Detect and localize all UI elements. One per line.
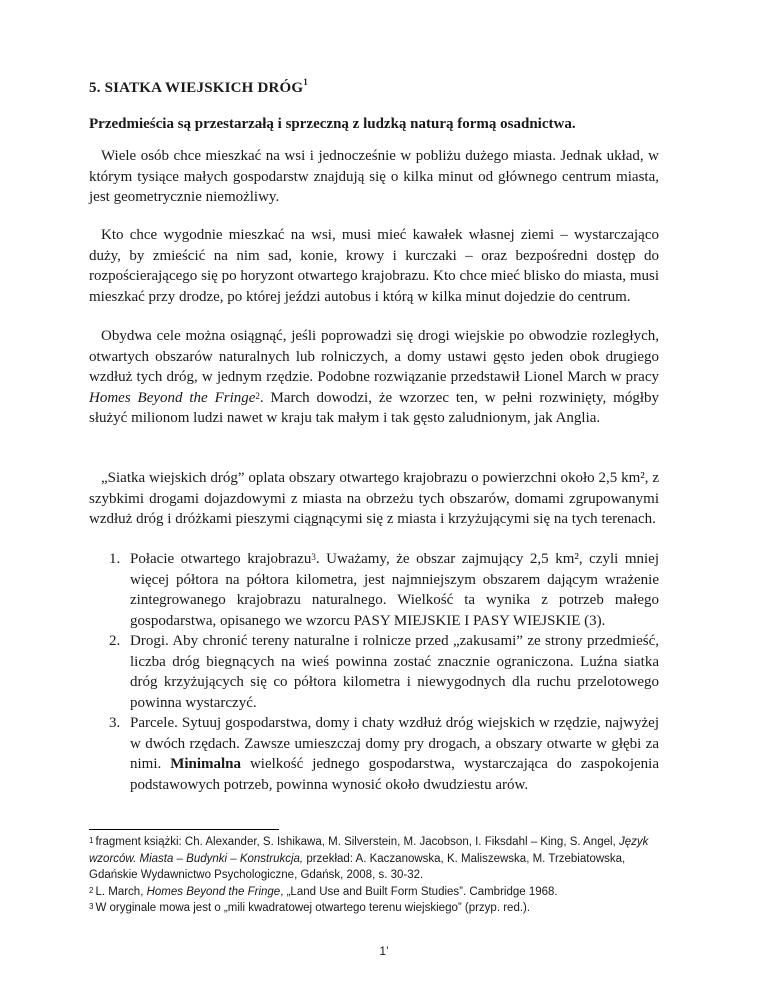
footnote-3 — [89, 900, 669, 917]
footnote-number: 3 — [89, 902, 94, 911]
footnote-text: fragment książki: Ch. Alexander, S. Ishikawa, M. Silverstein, M. Jacobson, I. Fiksdahl – King, S. Angel, — [95, 836, 619, 848]
list-item — [124, 549, 659, 631]
list-item-text: Parcele. Sytuuj gospodarstwa, domy i chaty wzdłuż dróg wiejskich w rzędzie, najwyżej w dwóch rzędach. Zawsze umieszczaj domy pry drogach, a obszary otwarte w głębi za nimi. — [130, 715, 659, 772]
paragraph-3-text: Obydwa cele można osiągnąć, jeśli poprowadzi się drogi wiejskie po obwodzie rozległych, otwartych obszarów naturalnych lub rolniczych, a domy ustawi gęsto jeden obok drugiego wzdłuż tych dróg, w jednym rzędzie. Podobne rozwiązanie przedstawił Lionel March w pracy — [89, 328, 659, 385]
footnote-separator — [89, 829, 279, 830]
footnote-text-end: , „Land Use and Built Form Studies”. Cambridge 1968. — [280, 885, 558, 898]
footnotes — [89, 834, 669, 917]
footnote-2 — [89, 884, 669, 901]
footnote-ref-1[interactable]: 1 — [303, 77, 308, 87]
book-title: Homes Beyond the Fringe — [89, 389, 256, 406]
page-number: 1’ — [379, 944, 389, 958]
chapter-heading — [89, 77, 308, 97]
footnote-1 — [89, 834, 669, 884]
bold-word: Minimalna — [170, 756, 242, 772]
numbered-list — [89, 549, 659, 795]
chapter-title: 5. SIATKA WIEJSKICH DRÓG — [89, 80, 304, 96]
paragraph-2: Kto chce wygodnie mieszkać na wsi, musi mieć kawałek własnej ziemi – wystarczająco duży, by zmieścić na nim sad, konie, krowy i kurczaki – oraz bezpośredni dostęp do rozpościerającego się po horyzont otwartego krajobrazu. Kto chce mieć blisko do miasta, musi mieszkać przy drodze, po której jeździ autobus i którą w kilka minut dojedzie do centrum. — [89, 227, 659, 305]
list-item-text-end: wielkość jednego gospodarstwa, wystarczająca do zaspokojenia podstawowych potrzeb, powinna wynosić około dwudziestu arów. — [130, 756, 659, 793]
footnote-ref-2[interactable]: 2 — [255, 390, 260, 401]
footnote-book-title: Homes Beyond the Fringe — [146, 885, 281, 898]
footnote-text: W oryginale mowa jest o „mili kwadratowej otwartego terenu wiejskiego” (przyp. red.). — [95, 902, 531, 914]
footnote-text-end: przekład: A. Kaczanowska, K. Maliszewska, M. Trzebiatowska, Gdańskie Wydawnictwo Psychologiczne, Gdańsk, 2008, s. 30-32. — [89, 852, 626, 881]
footnote-number: 1 — [89, 836, 94, 845]
footnote-ref-3[interactable]: 3 — [311, 552, 316, 562]
list-item-text: Połacie otwartego krajobrazu — [130, 551, 312, 567]
chapter-subtitle: Przedmieścia są przestarzałą i sprzeczną z ludzką naturą formą osadnictwa. — [89, 116, 576, 132]
paragraph-1: Wiele osób chce mieszkać na wsi i jednocześnie w pobliżu dużego miasta. Jednak układ, w którym tysiące małych gospodarstw znajdują się o kilka minut od głównego centrum miasta, jest geometrycznie niemożliwy. — [89, 148, 659, 205]
list-item-text: Drogi. Aby chronić tereny naturalne i rolnicze przed „zakusami” ze strony przedmieść, liczba dróg biegnących na wieś powinna zostać znacznie ograniczona. Luźna siatka dróg krzyżujących się co półtora kilometra i niewygodnych dla ruchu przelotowego powinna wystarczyć. — [130, 633, 659, 711]
list-item — [124, 631, 659, 713]
footnote-book-title: Język wzorców. Miasta – Budynki – Konstrukcja, — [89, 836, 649, 865]
footnote-text: L. March, — [95, 885, 147, 898]
list-item — [124, 713, 659, 795]
list-item-text-end: . Uważamy, że obszar zajmujący 2,5 km², czyli mniej więcej półtora na półtora kilometra, jest najmniejszym obszarem dającym wrażenie zintegrowanego krajobrazu naturalnego. Wielkość ta wynika z potrzeb małego gospodarstwa, opisanego we wzorcu PASY MIEJSKIE I PASY WIEJSKIE (3). — [130, 551, 659, 629]
paragraph-4: „Siatka wiejskich dróg” oplata obszary otwartego krajobrazu o powierzchni około 2,5 km², z szybkimi drogami dojazdowymi z miasta na obrzeżu tych obszarów, domami zgrupowanymi wzdłuż dróg i dróżkami pieszymi ciągnącymi się z miasta i krzyżującymi się na tych terenach. — [89, 470, 659, 527]
paragraph-3 — [89, 326, 659, 429]
footnote-number: 2 — [89, 885, 94, 895]
paragraph-3-text-end: . March dowodzi, że wzorzec ten, w pełni rozwinięty, mógłby służyć milionom ludzi nawet w kraju tak małym i tak gęsto zaludnionym, jak Anglia. — [89, 389, 659, 426]
